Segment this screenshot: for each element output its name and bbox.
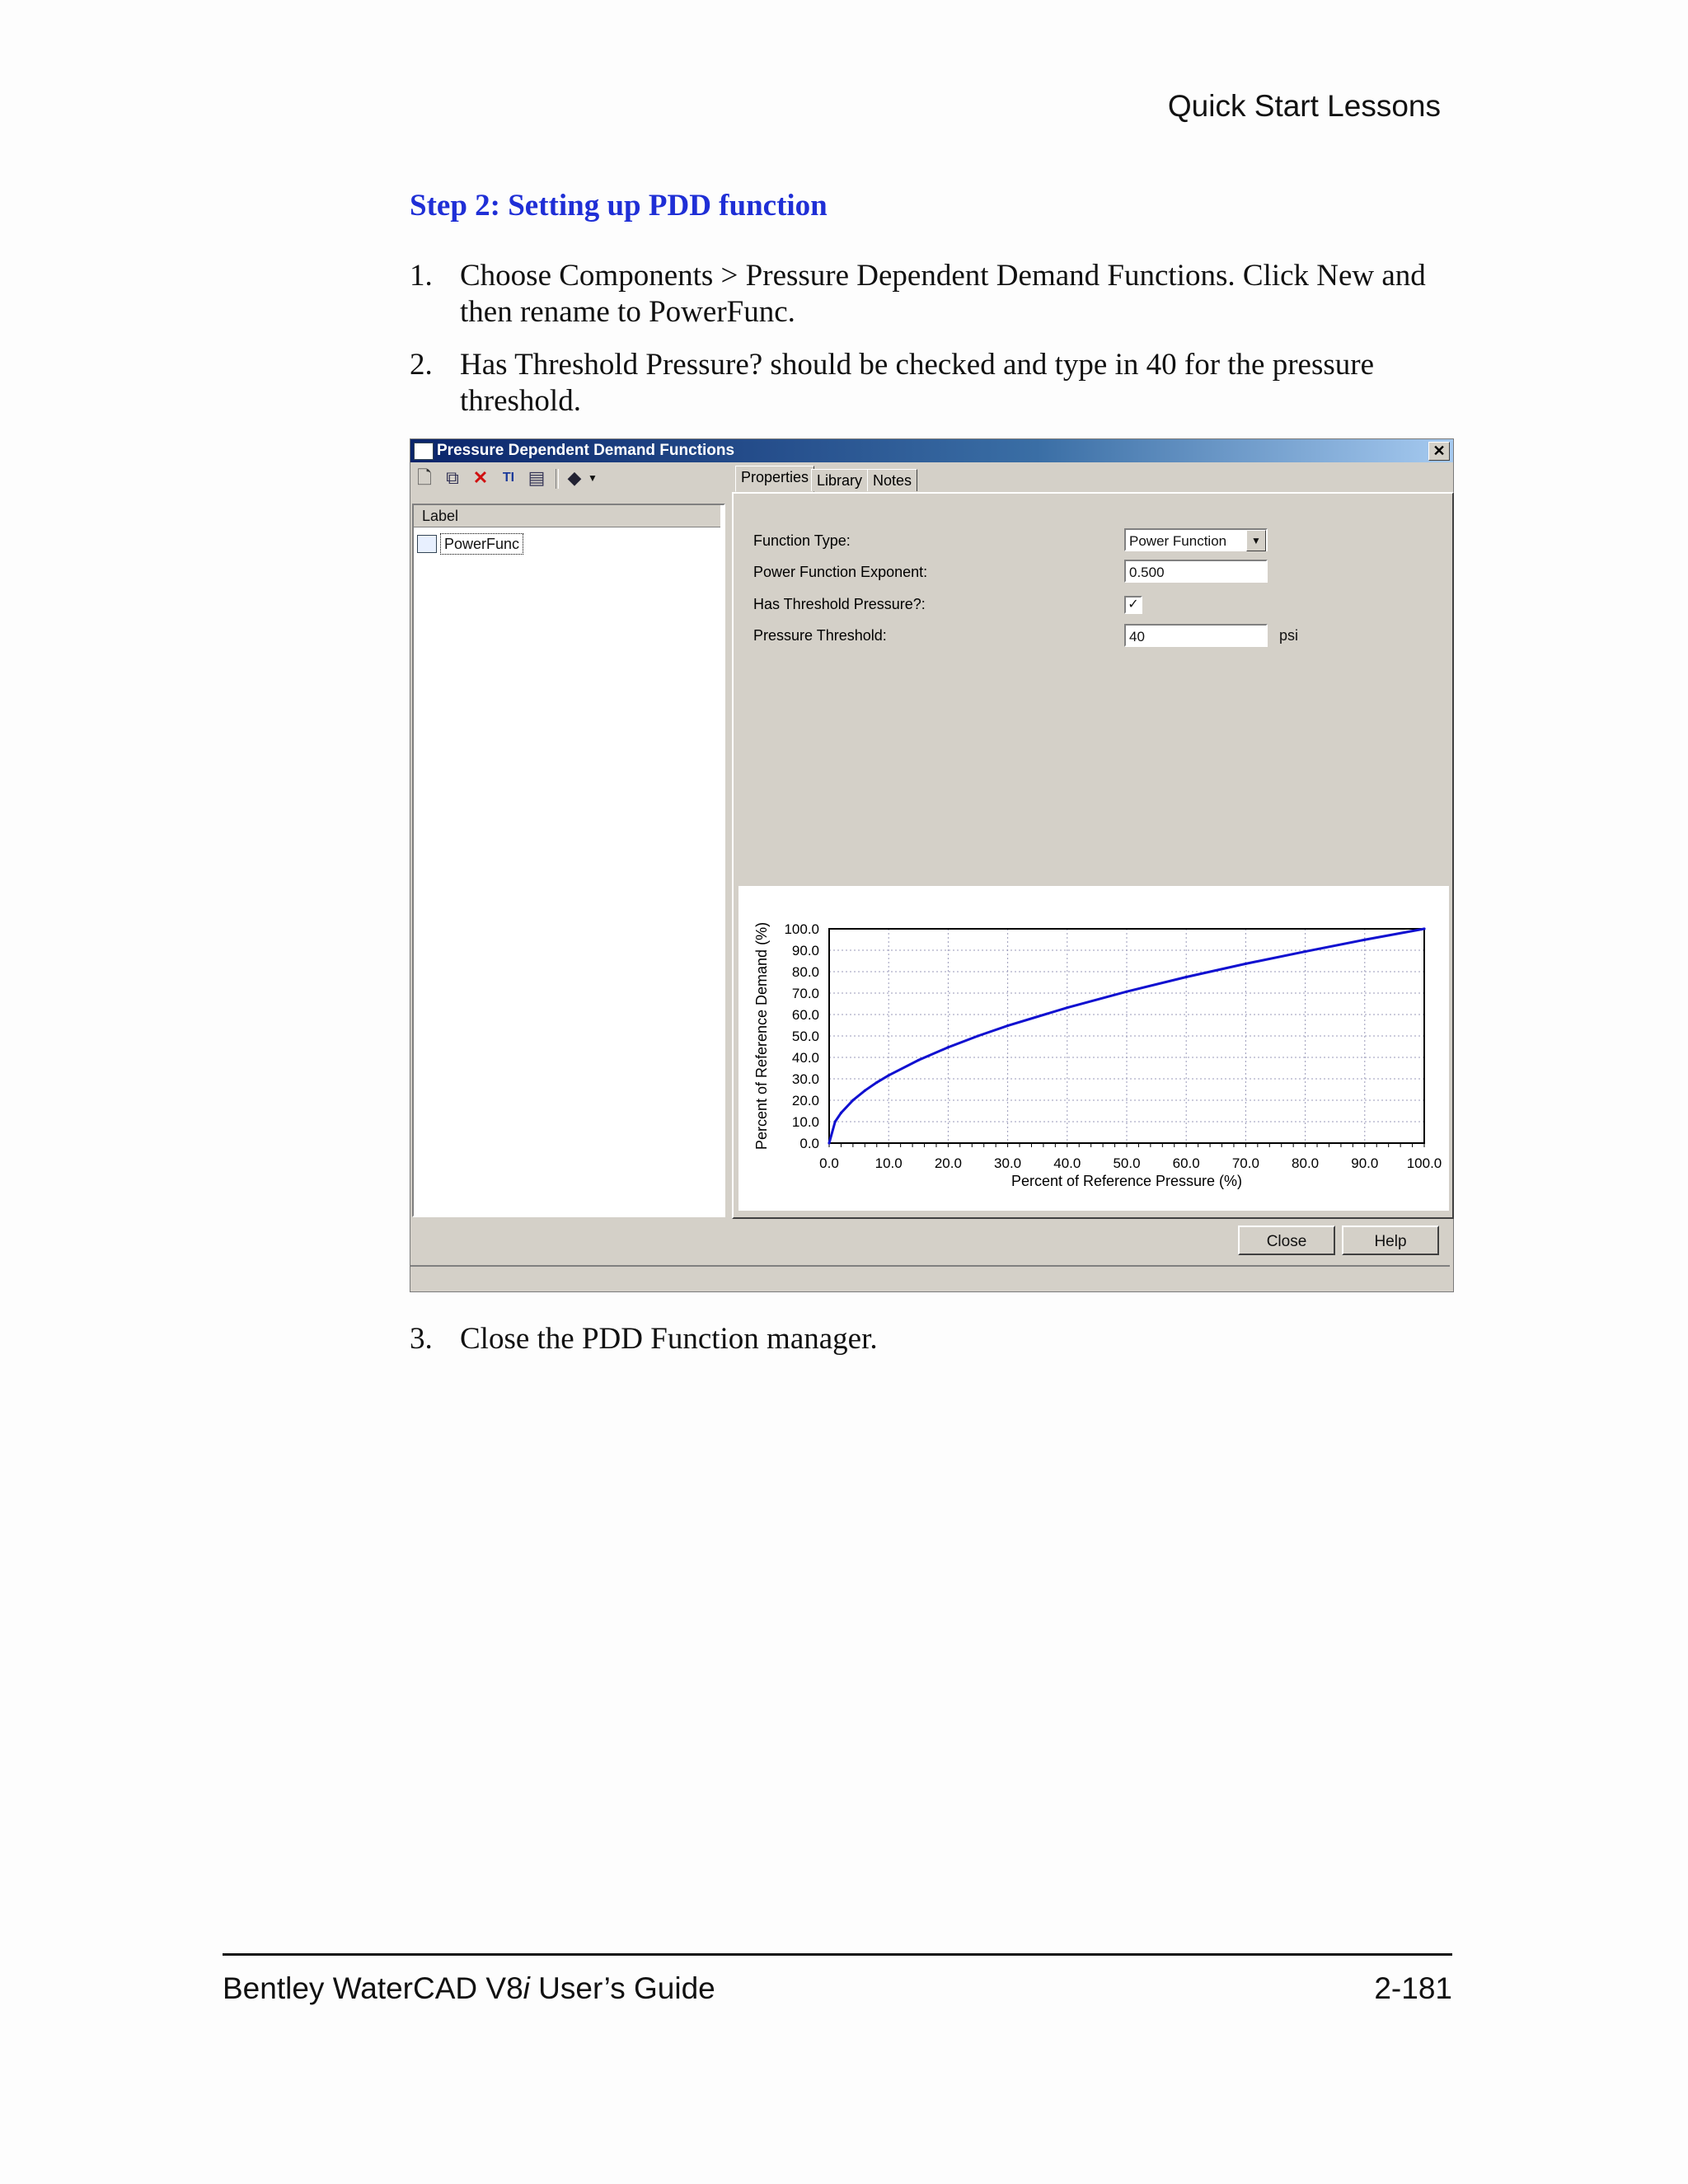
- has-threshold-label: Has Threshold Pressure?:: [753, 596, 926, 612]
- function-list[interactable]: [412, 504, 725, 1217]
- x-tick-label: 40.0: [1053, 1155, 1081, 1171]
- footer-guide-title: [223, 1971, 715, 2006]
- step-number: 3.: [410, 1322, 433, 1356]
- data-point: [1423, 927, 1425, 930]
- x-axis-label: Percent of Reference Pressure (%): [1010, 1173, 1243, 1189]
- list-item[interactable]: [417, 533, 523, 555]
- tab-library[interactable]: Library: [811, 469, 868, 491]
- function-type-value: Power Function: [1129, 533, 1227, 549]
- report-icon[interactable]: ▤: [528, 467, 546, 488]
- x-tick-label: 80.0: [1292, 1155, 1320, 1171]
- x-tick-label: 60.0: [1172, 1155, 1200, 1171]
- threshold-label: Pressure Threshold:: [753, 627, 887, 644]
- data-point: [1185, 976, 1188, 978]
- data-point: [828, 1141, 830, 1144]
- data-point: [1304, 950, 1306, 953]
- status-bar: [410, 1265, 1450, 1291]
- sync-icon[interactable]: ◆: [567, 467, 582, 488]
- x-tick-label: 20.0: [934, 1155, 962, 1171]
- data-point: [864, 1090, 866, 1092]
- y-tick-label: 0.0: [799, 1136, 819, 1151]
- pdd-functions-dialog: [410, 438, 1454, 1292]
- data-point: [977, 1034, 979, 1037]
- x-tick-label: 0.0: [819, 1155, 839, 1171]
- page-header-title: Quick Start Lessons: [1167, 89, 1441, 123]
- app-icon: [414, 443, 434, 460]
- step-text: Close the PDD Function manager.: [460, 1322, 878, 1356]
- duplicate-icon[interactable]: ⧉: [446, 467, 459, 488]
- new-icon[interactable]: 🗋: [417, 467, 432, 488]
- x-tick-label: 30.0: [994, 1155, 1022, 1171]
- step-3: [410, 1321, 1448, 1361]
- data-point: [947, 1046, 950, 1048]
- dialog-titlebar[interactable]: [410, 439, 1453, 462]
- function-type-dropdown[interactable]: [1124, 528, 1268, 551]
- function-type-label: Function Type:: [753, 532, 851, 549]
- tab-properties[interactable]: Properties: [735, 466, 814, 492]
- exponent-label: Power Function Exponent:: [753, 564, 928, 580]
- y-tick-label: 70.0: [791, 986, 819, 1001]
- x-tick-label: 90.0: [1351, 1155, 1379, 1171]
- footer-suffix: User’s Guide: [529, 1971, 715, 2005]
- y-tick-label: 100.0: [784, 921, 819, 937]
- close-button[interactable]: Close: [1238, 1226, 1335, 1255]
- dialog-title: Pressure Dependent Demand Functions: [437, 442, 735, 459]
- x-tick-label: 70.0: [1231, 1155, 1259, 1171]
- data-point: [1066, 1006, 1068, 1009]
- threshold-unit: psi: [1279, 627, 1299, 644]
- y-tick-label: 30.0: [791, 1071, 819, 1087]
- label-column-header[interactable]: [414, 505, 720, 527]
- step-heading: Step 2: Setting up PDD function: [410, 189, 828, 223]
- y-tick-label: 60.0: [791, 1007, 819, 1023]
- data-point: [875, 1081, 878, 1084]
- data-point: [1245, 963, 1247, 965]
- help-button[interactable]: Help: [1342, 1226, 1439, 1255]
- data-point: [840, 1112, 842, 1114]
- y-tick-label: 90.0: [791, 943, 819, 958]
- threshold-input[interactable]: 40: [1124, 624, 1268, 647]
- step-number: 1.: [410, 259, 433, 293]
- function-icon: [417, 535, 437, 553]
- footer-rule: [223, 1953, 1452, 1956]
- delete-icon[interactable]: ✕: [472, 467, 489, 488]
- footer-italic: i: [523, 1971, 530, 2005]
- step-text: Has Threshold Pressure? should be checked and type in 40 for the pressure threshold.: [460, 348, 1375, 418]
- x-tick-label: 10.0: [874, 1155, 903, 1171]
- tab-notes[interactable]: Notes: [867, 469, 917, 491]
- step-number: 2.: [410, 348, 433, 382]
- data-point: [834, 1120, 837, 1122]
- y-tick-label: 20.0: [791, 1093, 819, 1108]
- data-point: [1006, 1024, 1009, 1027]
- pdd-curve-chart: [738, 886, 1449, 1211]
- data-point: [851, 1099, 854, 1101]
- data-point: [1363, 939, 1366, 941]
- step-text: Choose Components > Pressure Dependent Demand Functions. Click New and then rename to PowerFunc.: [460, 259, 1426, 329]
- has-threshold-checkbox[interactable]: ✓: [1124, 596, 1142, 614]
- column-header-text: Label: [422, 508, 459, 524]
- y-axis-label: Percent of Reference Demand (%): [753, 921, 770, 1151]
- close-icon[interactable]: ✕: [1428, 442, 1450, 461]
- y-tick-label: 40.0: [791, 1050, 819, 1066]
- data-point: [888, 1074, 890, 1076]
- rename-icon[interactable]: TI: [502, 471, 515, 485]
- data-point: [917, 1059, 920, 1062]
- properties-panel: [732, 492, 1454, 1219]
- chart-area: [738, 886, 1449, 1211]
- page-number: 2-181: [1374, 1971, 1452, 2005]
- list-item-label: PowerFunc: [440, 533, 523, 555]
- y-tick-label: 80.0: [791, 964, 819, 980]
- dropdown-arrow-icon[interactable]: ▼: [1246, 530, 1266, 551]
- step-2: [410, 347, 1448, 421]
- x-tick-label: 50.0: [1113, 1155, 1141, 1171]
- exponent-input[interactable]: 0.500: [1124, 560, 1268, 583]
- y-tick-label: 50.0: [791, 1029, 819, 1044]
- y-tick-label: 10.0: [791, 1114, 819, 1130]
- data-point: [1125, 991, 1128, 993]
- chevron-down-icon[interactable]: ▼: [588, 472, 598, 484]
- toolbar-separator: [556, 469, 559, 489]
- x-tick-label: 100.0: [1406, 1155, 1442, 1171]
- footer-prefix: Bentley WaterCAD V8: [223, 1971, 523, 2005]
- step-1: [410, 258, 1448, 332]
